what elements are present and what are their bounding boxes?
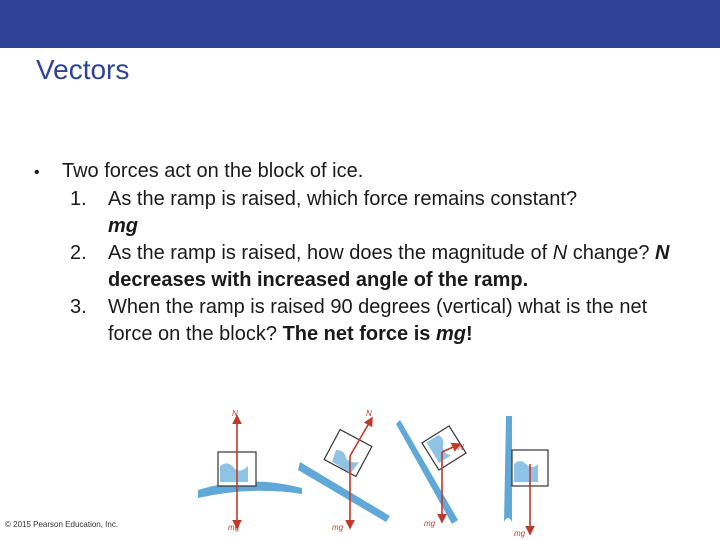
question-symbol: N xyxy=(552,242,568,264)
normal-label: N xyxy=(366,409,372,418)
question-text: When the ramp is raised 90 degrees (vertical) what is the net force on the block? xyxy=(108,296,648,345)
bullet-dot-icon: • xyxy=(34,164,40,181)
panel-vertical xyxy=(504,416,548,538)
list-item-3 xyxy=(70,294,694,348)
slide-title: Vectors xyxy=(36,54,130,85)
copyright-notice: © 2015 Pearson Education, Inc. xyxy=(5,520,119,529)
item-number: 3. xyxy=(70,296,87,318)
normal-label: N xyxy=(458,443,464,452)
title-band xyxy=(0,0,720,48)
slide-content xyxy=(34,158,694,348)
item-number: 2. xyxy=(70,242,87,264)
panel-60-degree xyxy=(396,420,466,528)
list-item-2 xyxy=(70,240,694,294)
answer-symbol: mg xyxy=(435,323,466,345)
question-text: As the ramp is raised, how does the magnitude of xyxy=(108,242,553,264)
weight-label: mg xyxy=(514,529,526,538)
answer-text: The net force is xyxy=(282,323,436,345)
ramp-surface xyxy=(298,462,390,522)
normal-label: N xyxy=(232,409,238,418)
ramp-force-figure xyxy=(190,404,570,540)
question-text-end: change? xyxy=(567,242,655,264)
bullet-item xyxy=(34,158,694,186)
weight-label: mg xyxy=(228,523,240,532)
numbered-list xyxy=(34,186,694,348)
item-text xyxy=(108,294,694,348)
weight-label: mg xyxy=(332,523,344,532)
answer-text: decreases with increased angle of the ramp. xyxy=(108,269,529,291)
item-text xyxy=(108,240,694,294)
item-text xyxy=(108,186,694,240)
item-number: 1. xyxy=(70,188,87,210)
answer-end: ! xyxy=(465,323,473,345)
answer-text: mg xyxy=(108,215,138,237)
bullet-text: Two forces act on the block of ice. xyxy=(62,160,364,182)
question-text: As the ramp is raised, which force remains constant? xyxy=(108,188,578,210)
list-item-1 xyxy=(70,186,694,240)
answer-symbol: N xyxy=(655,242,670,264)
wall-surface xyxy=(504,416,512,522)
weight-label: mg xyxy=(424,519,436,528)
panel-30-degree xyxy=(298,409,390,532)
panel-flat xyxy=(198,409,302,532)
